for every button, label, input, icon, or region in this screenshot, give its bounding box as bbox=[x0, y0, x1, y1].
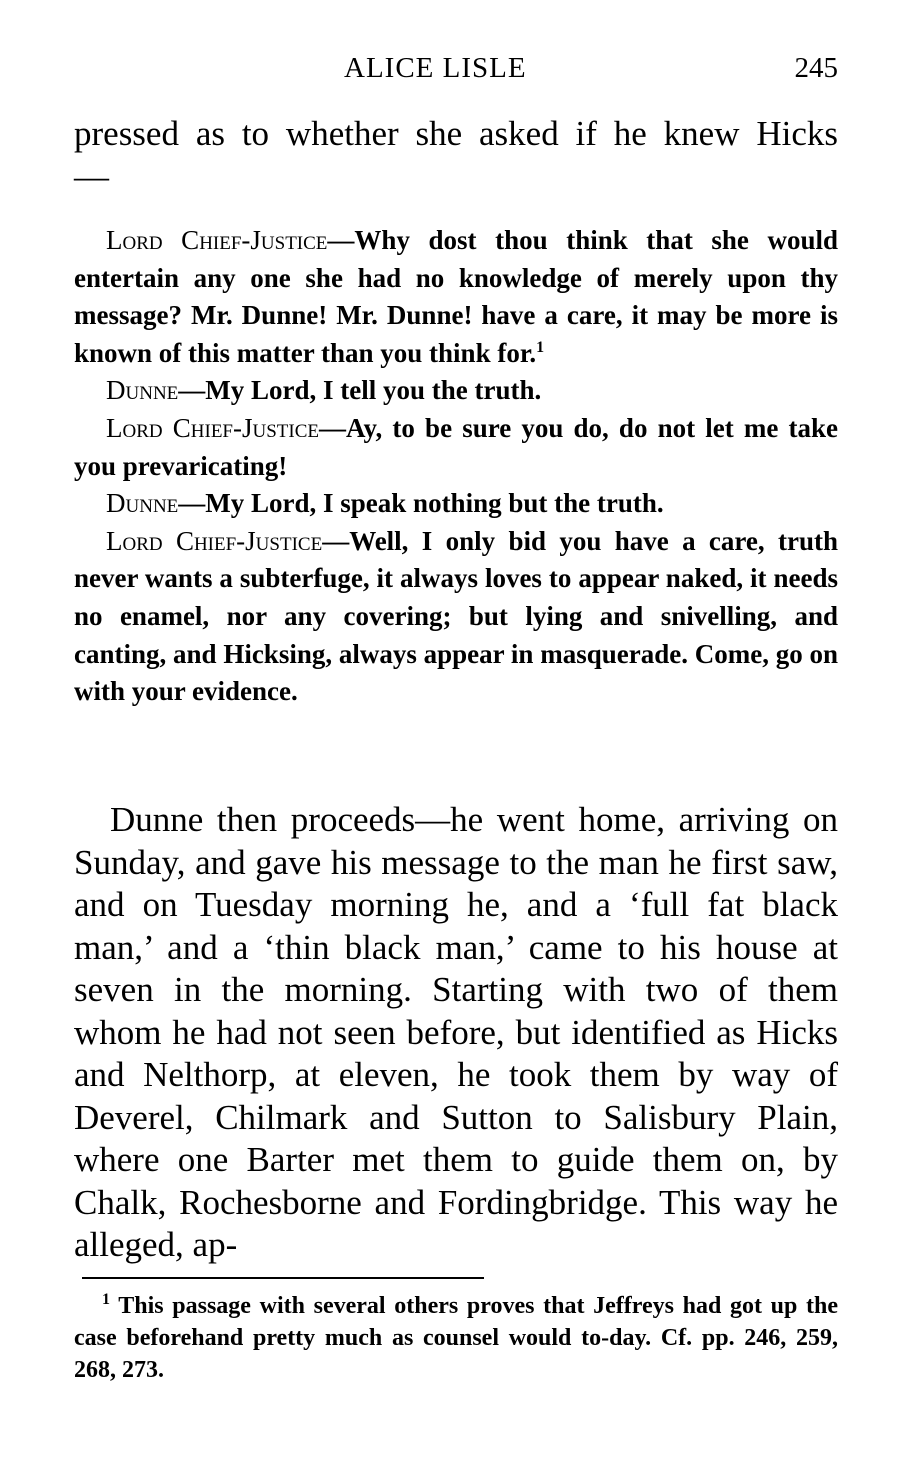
speech-text: —Well, I only bid you have a care, truth never wants a subterfuge, it always loves to appear naked, it needs no enamel, nor any covering; but lying and snivelling, and canting, and Hicksing, always appear in masquerade. Come, go on with your evidence. bbox=[74, 525, 838, 707]
speech-text: —Ay, to be sure you do, do not let me take you prevaricating! bbox=[74, 412, 839, 481]
running-title: ALICE LISLE bbox=[344, 52, 527, 84]
footnote-reference: 1 bbox=[536, 338, 545, 356]
speaker-name: Lord Chief-Justice bbox=[106, 525, 323, 556]
narrative-paragraph: Dunne then proceeds—he went home, arriving on Sunday, and gave his message to the man he first saw, and on Tuesday morning he, and a ‘full fat black man,’ and a ‘thin black man,’ came to his house at seven in the morning. Starting with two of them whom he had not seen before, but identified as Hicks and Nelthorp, at eleven, he took them by way of Deverel, Chilmark and Sutton to Salisbury Plain, where one Barter met them to guide them on, by Chalk, Rochesborne and Fordingbridge. This way he alleged, ap- bbox=[74, 800, 838, 1264]
dialogue-line bbox=[74, 222, 838, 372]
dialogue-line bbox=[74, 372, 838, 410]
dialogue-line bbox=[74, 410, 838, 485]
speech-text: —My Lord, I speak nothing but the truth. bbox=[178, 488, 664, 519]
speaker-name: Dunne bbox=[106, 488, 179, 519]
page-header bbox=[74, 52, 838, 92]
speech-text: —Why dost thou think that she would entertain any one she had no knowledge of merely upon thy message? Mr. Dunne! Mr. Dunne! have a care, it may be more is known of this matter than you think for. bbox=[74, 225, 838, 368]
speech-text: —My Lord, I tell you the truth. bbox=[178, 375, 542, 406]
footnote bbox=[74, 1290, 838, 1386]
speaker-name: Dunne bbox=[106, 375, 179, 406]
footnote-divider bbox=[82, 1277, 484, 1279]
footnote-number: 1 bbox=[102, 1291, 110, 1308]
dialogue-line bbox=[74, 523, 838, 711]
trial-dialogue bbox=[74, 222, 838, 711]
continued-paragraph: pressed as to whether she asked if he knew Hicks— bbox=[74, 114, 838, 196]
footnote-text: This passage with several others proves that Jeffreys had got up the case beforehand pretty much as counsel would to-day. Cf. pp. 246, 259, 268, 273. bbox=[74, 1293, 838, 1383]
speaker-name: Lord Chief-Justice bbox=[106, 412, 319, 443]
speaker-name: Lord Chief-Justice bbox=[106, 225, 328, 255]
page-number: 245 bbox=[794, 52, 838, 84]
dialogue-line bbox=[74, 485, 838, 523]
